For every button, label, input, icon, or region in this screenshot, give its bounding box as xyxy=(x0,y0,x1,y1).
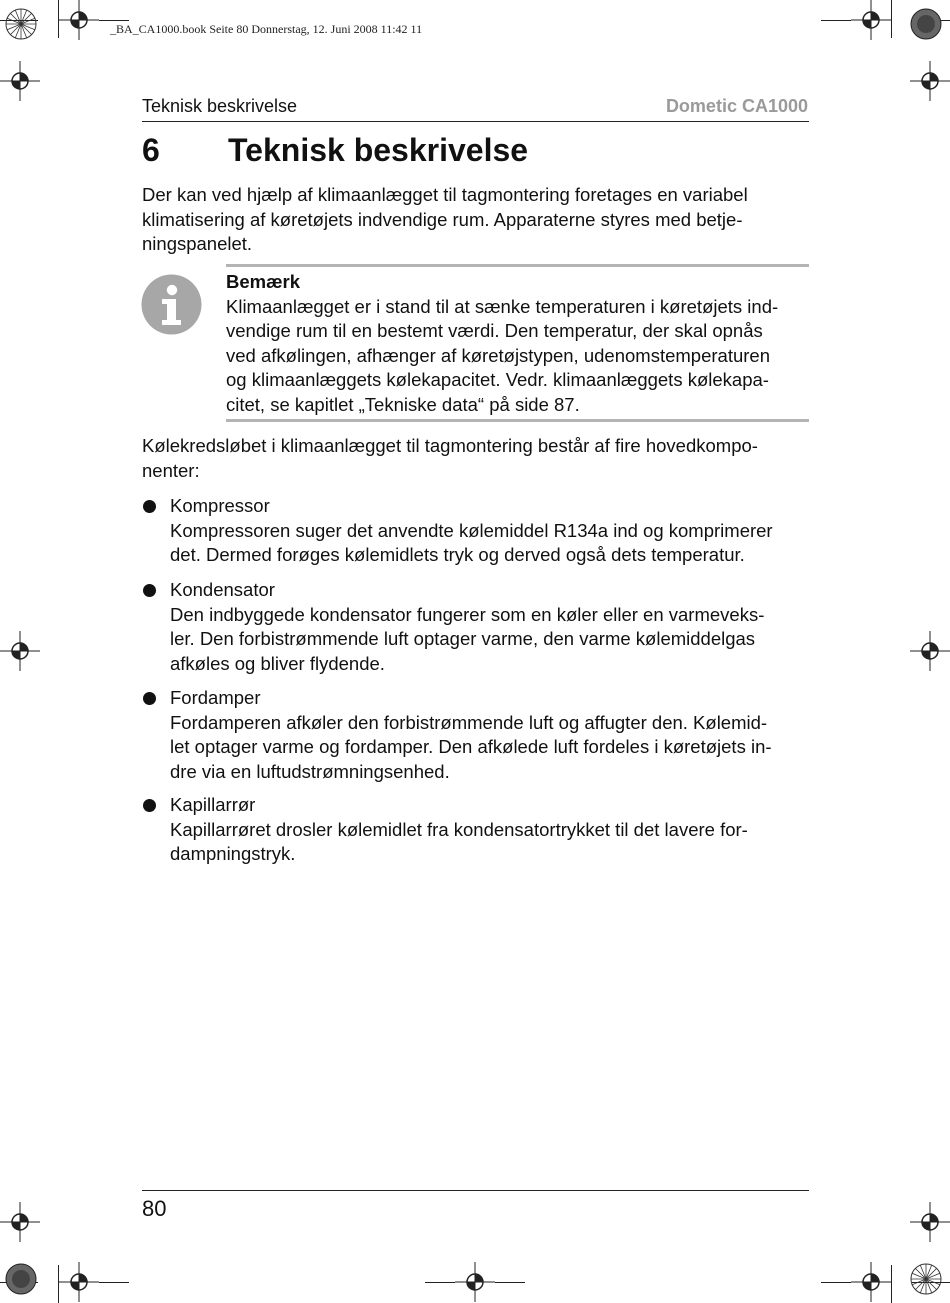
registration-mark xyxy=(59,0,99,40)
text-line: ved afkølingen, afhænger af køretøjstypen, udenomstemperaturen xyxy=(226,344,770,366)
text-line: klimatisering af køretøjets indvendige rum. Apparaterne styres med betje- xyxy=(142,208,743,230)
list-item xyxy=(170,578,764,676)
color-bar-mark xyxy=(4,7,38,41)
text-line: let optager varme og fordamper. Den afkølede luft fordeles i køretøjets in- xyxy=(170,736,772,757)
print-slug: _BA_CA1000.book Seite 80 Donnerstag, 12. Juni 2008 11:42 11 xyxy=(110,22,423,36)
registration-mark xyxy=(455,1262,495,1302)
registration-mark xyxy=(910,1202,950,1242)
note-bottom-rule xyxy=(226,419,809,422)
footer-rule xyxy=(142,1190,809,1191)
bullet-icon xyxy=(143,799,156,812)
crop-line xyxy=(99,20,129,21)
bullet-icon xyxy=(143,584,156,597)
crop-line xyxy=(99,1282,129,1283)
text-line: nenter: xyxy=(142,459,200,481)
registration-mark xyxy=(851,1262,891,1302)
crop-line xyxy=(425,1282,455,1283)
text-line: dampningstryk. xyxy=(170,843,296,864)
running-head-section: Teknisk beskrivelse xyxy=(142,96,298,116)
intro-paragraph xyxy=(142,183,748,257)
note-top-rule xyxy=(226,264,809,267)
registration-mark xyxy=(0,631,40,671)
list-item xyxy=(170,686,772,784)
page-number: 80 xyxy=(142,1196,167,1221)
registration-mark xyxy=(851,0,891,40)
text-line: Kapillarrøret drosler kølemidlet fra kondensatortrykket til det lavere for- xyxy=(170,818,748,840)
text-line: vendige rum til en bestemt værdi. Den temperatur, der skal opnås xyxy=(226,320,763,341)
text-line: Den indbyggede kondensator fungerer som en køler eller en varmeveks- xyxy=(170,603,765,625)
bullet-icon xyxy=(143,692,156,705)
info-icon xyxy=(141,274,202,335)
crop-line xyxy=(821,1282,851,1283)
text-line: Der kan ved hjælp af klimaanlægget til tagmontering foretages en variabel xyxy=(142,184,748,205)
crop-line xyxy=(821,20,851,21)
text-line: Kompressoren suger det anvendte kølemiddel R134a ind og komprimerer xyxy=(170,519,773,541)
note-title: Bemærk xyxy=(226,271,301,292)
component-name: Kondensator xyxy=(170,579,275,600)
header-rule xyxy=(142,121,809,122)
registration-mark xyxy=(0,1202,40,1242)
text-line: Fordamperen afkøler den forbistrømmende luft og affugter den. Kølemid- xyxy=(170,711,768,733)
text-line: Kølekredsløbet i klimaanlægget til tagmontering består af fire hovedkompo- xyxy=(142,435,758,456)
running-head-product: Dometic CA1000 xyxy=(665,96,808,116)
color-bar-mark xyxy=(909,1262,943,1296)
color-bar-mark xyxy=(4,1262,38,1296)
text-line: ningspanelet. xyxy=(142,233,253,254)
color-bar-mark xyxy=(909,7,943,41)
component-name: Kompressor xyxy=(170,495,270,516)
list-item xyxy=(170,494,773,568)
text-line: citet, se kapitlet „Tekniske data“ på side 87. xyxy=(226,393,580,415)
registration-mark xyxy=(910,631,950,671)
registration-mark xyxy=(0,61,40,101)
component-name: Kapillarrør xyxy=(170,794,256,815)
component-name: Fordamper xyxy=(170,687,261,708)
chapter-number: 6 xyxy=(142,132,160,168)
text-line: ler. Den forbistrømmende luft optager varme, den varme kølemiddelgas xyxy=(170,628,756,649)
registration-mark xyxy=(59,1262,99,1302)
bullet-icon xyxy=(143,500,156,513)
crop-line xyxy=(891,1265,892,1303)
text-line: Klimaanlægget er i stand til at sænke temperaturen i køretøjets ind- xyxy=(226,295,779,317)
text-line: det. Dermed forøges kølemidlets tryk og derved også dets temperatur. xyxy=(170,544,745,565)
chapter-heading xyxy=(142,132,528,169)
crop-line xyxy=(495,1282,525,1283)
text-line: dre via en luftudstrømningsenhed. xyxy=(170,760,450,782)
list-item xyxy=(170,793,748,867)
crop-line xyxy=(891,0,892,38)
text-line: og klimaanlæggets kølekapacitet. Vedr. klimaanlæggets kølekapa- xyxy=(226,369,769,390)
chapter-title: Teknisk beskrivelse xyxy=(228,132,529,168)
components-intro xyxy=(142,434,758,483)
note-text xyxy=(226,270,778,417)
registration-mark xyxy=(910,61,950,101)
text-line: afkøles og bliver flydende. xyxy=(170,652,385,674)
